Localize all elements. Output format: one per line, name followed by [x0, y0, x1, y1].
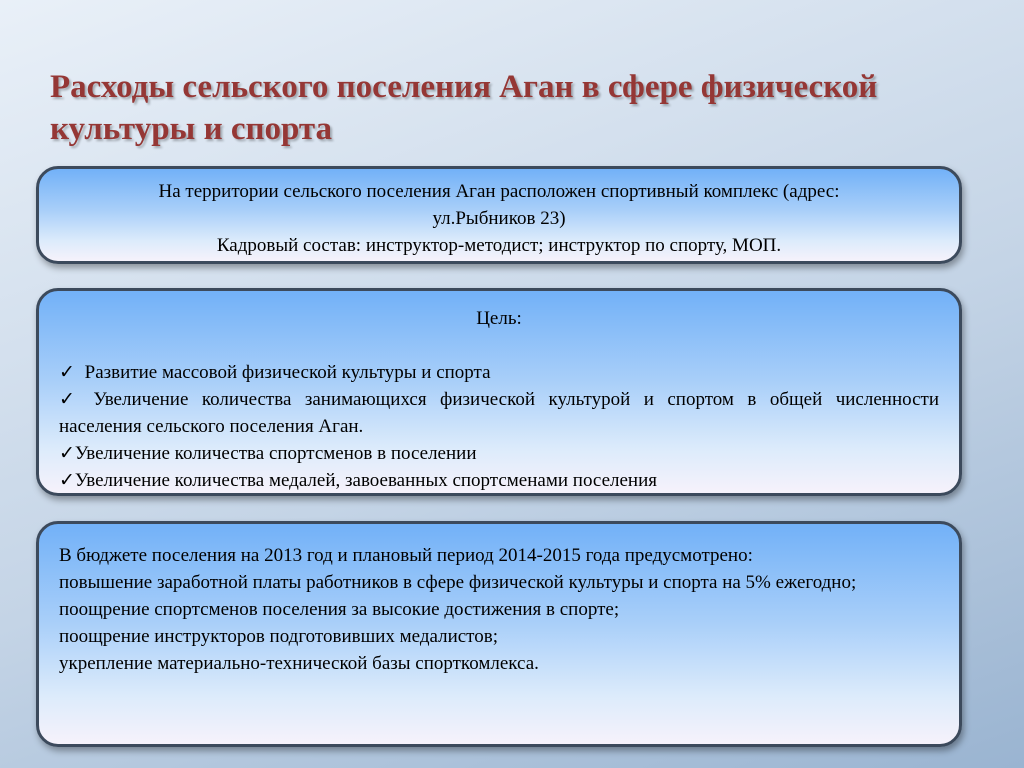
complex-address-text: На территории сельского поселения Аган расположен спортивный комплекс (адрес: [158, 181, 840, 202]
goal-item [59, 359, 939, 386]
checkmark-icon: ✓ [59, 362, 75, 383]
checkmark-icon: ✓ [59, 389, 75, 410]
goals-spacer [59, 332, 939, 359]
goal-item-text: Увеличение количества медалей, завоеванных спортсменами поселения [74, 470, 658, 491]
budget-intro-text: В бюджете поселения на 2013 год и плановый период 2014-2015 года предусмотрено: [59, 545, 753, 566]
goal-item-text: Увеличение количества спортсменов в поселении [74, 443, 477, 464]
sports-complex-info-panel [36, 166, 962, 264]
staff-composition-text: Кадровый состав: инструктор-методист; инструктор по спорту, МОП. [216, 235, 782, 256]
budget-item-salary: повышение заработной платы работников в сфере физической культуры и спорта на 5% ежегодно; [59, 572, 857, 593]
goal-item [59, 386, 939, 440]
goals-panel [36, 288, 962, 496]
budget-item-instructors-reward: поощрение инструкторов подготовивших медалистов; [59, 626, 498, 647]
goal-item-text: Развитие массовой физической культуры и спорта [84, 362, 491, 383]
page-title: Расходы сельского поселения Аган в сфере физической культуры и спорта [50, 69, 878, 147]
checkmark-icon: ✓ [59, 443, 75, 464]
budget-item-facility-upgrade: укрепление материально-технической базы спорткомлекса. [59, 653, 539, 674]
goal-item [59, 467, 939, 494]
goal-item [59, 440, 939, 467]
budget-item-athletes-reward: поощрение спортсменов поселения за высокие достижения в спорте; [59, 599, 620, 620]
checkmark-icon: ✓ [59, 470, 75, 491]
goals-heading: Цель: [476, 308, 522, 329]
goal-item-text: Увеличение количества занимающихся физической культурой и спортом в общей численности населения сельского поселения Аган. [59, 389, 939, 437]
budget-panel [36, 521, 962, 747]
complex-address-continued: ул.Рыбников 23) [432, 208, 566, 229]
